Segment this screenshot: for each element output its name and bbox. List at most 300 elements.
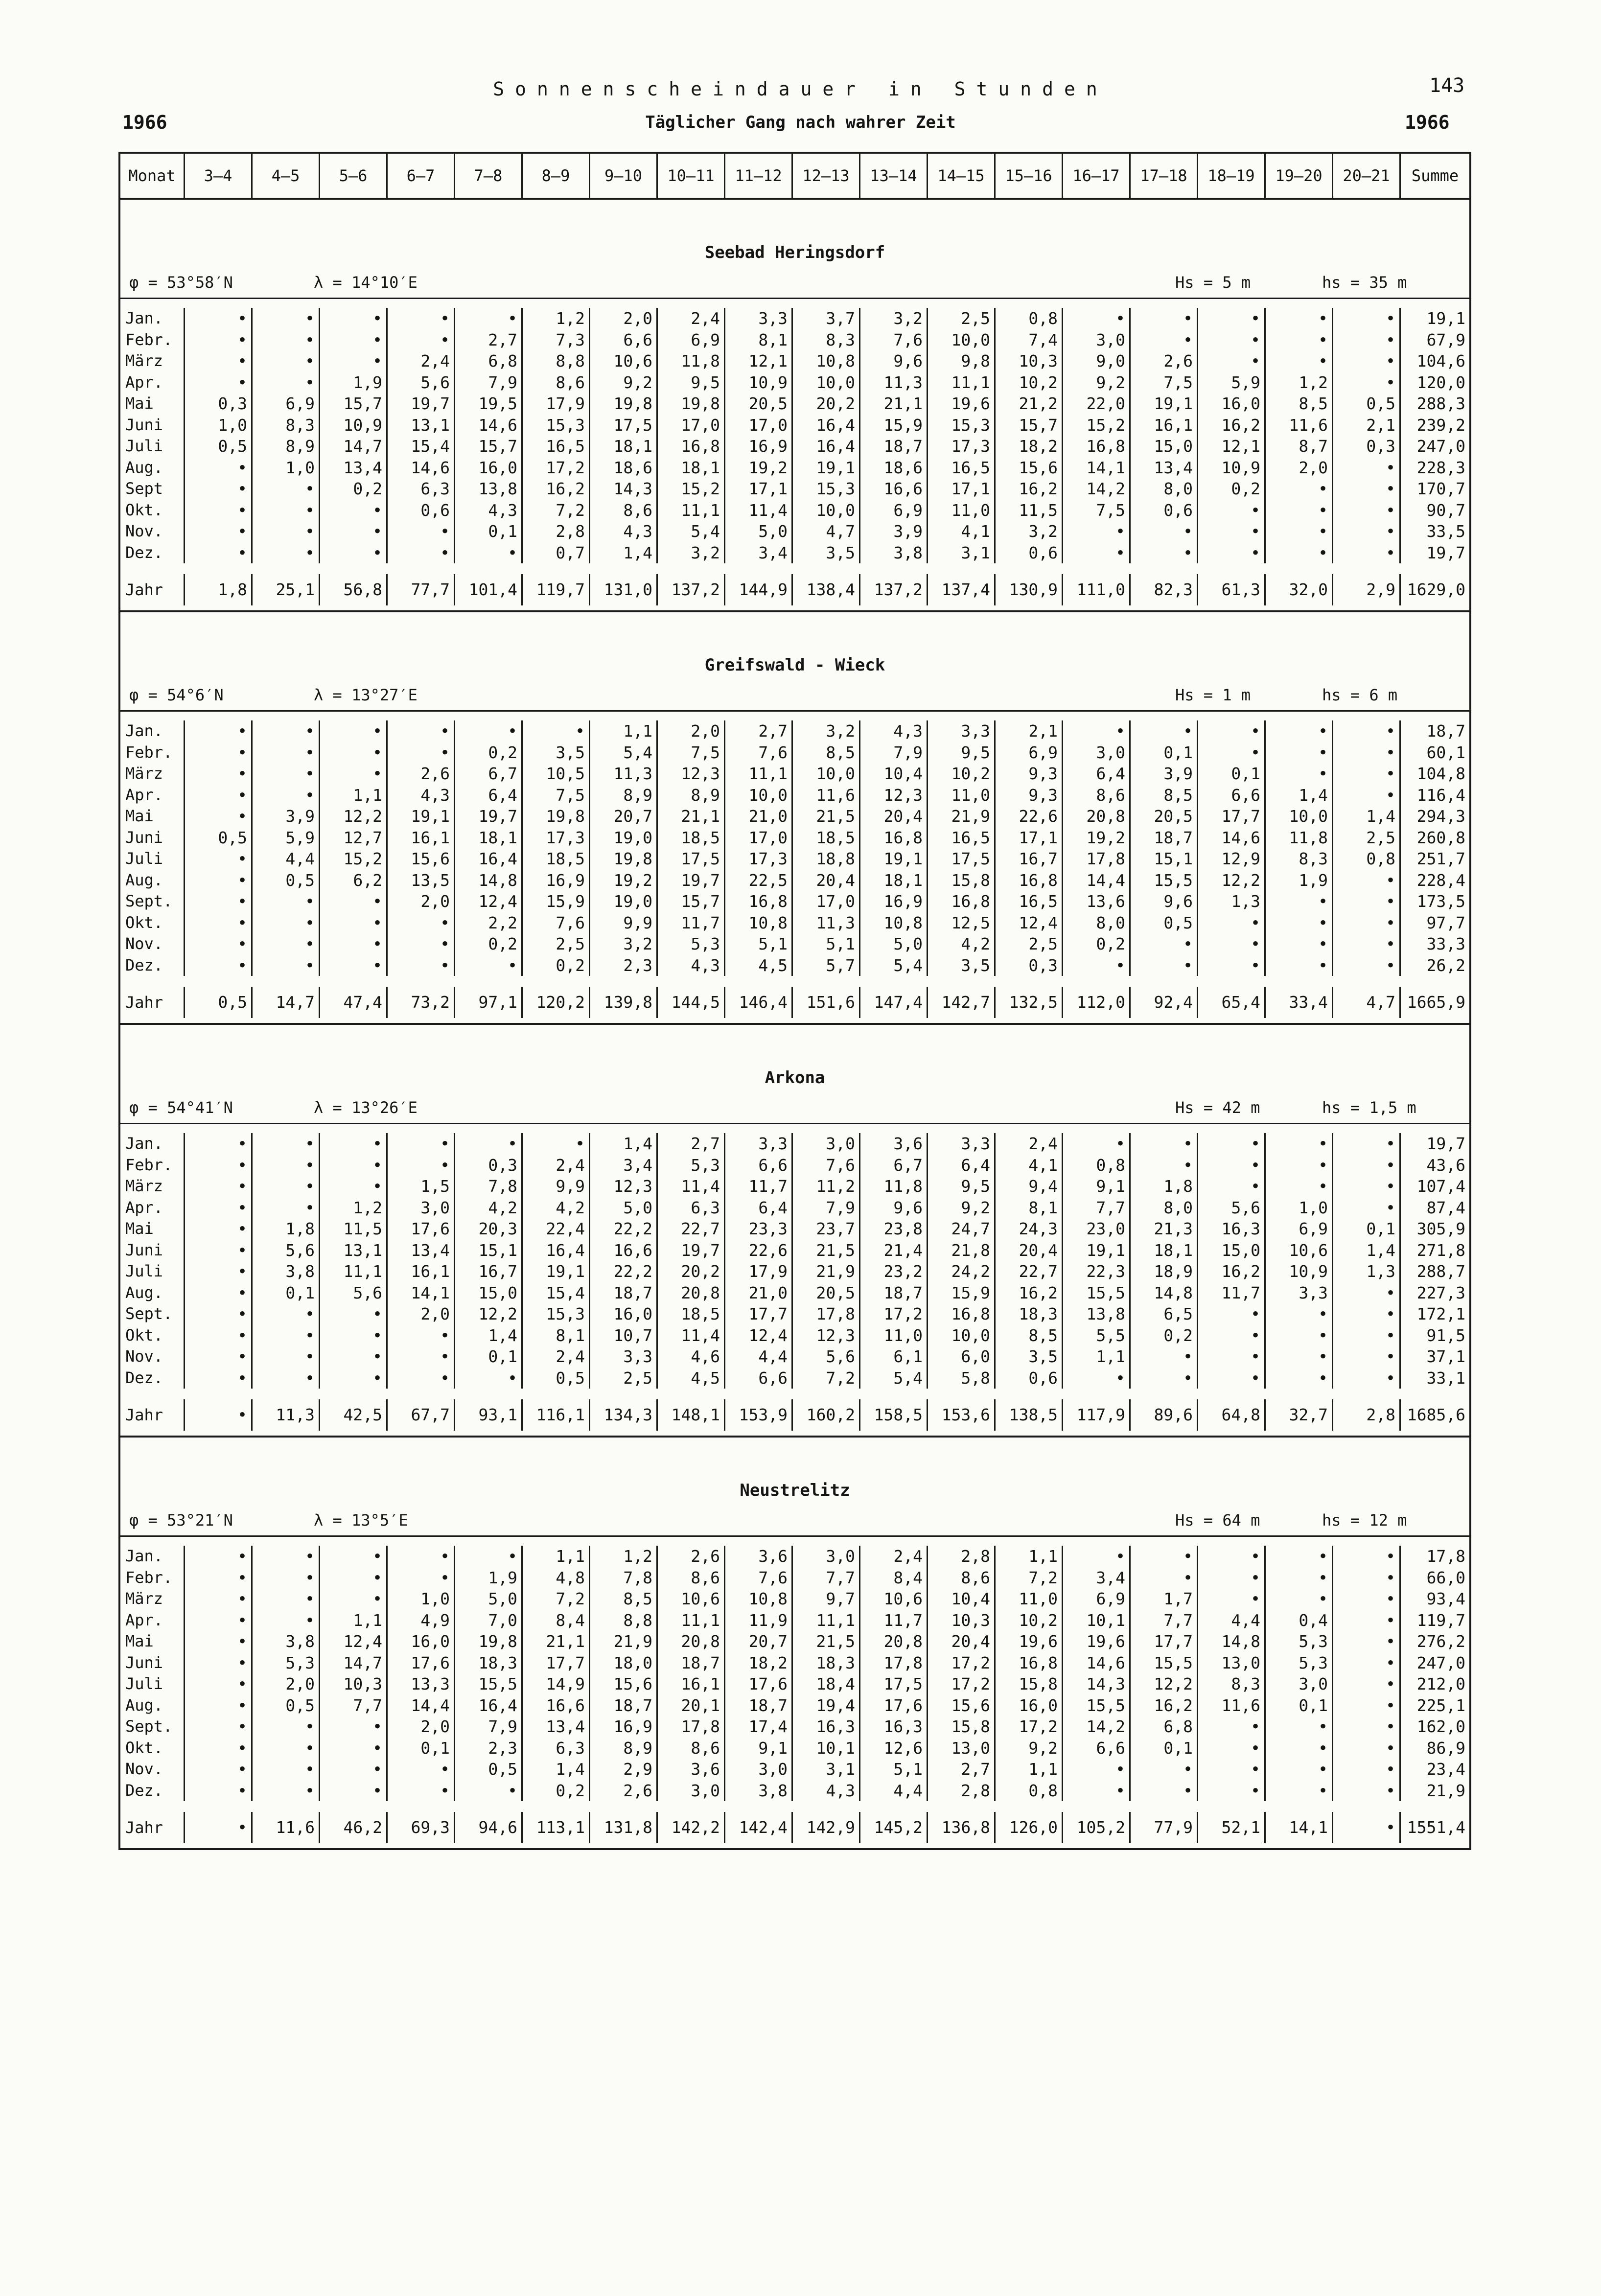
sum-cell: 1629,0 [1407, 580, 1465, 599]
value-cell: 18,3 [793, 1652, 860, 1674]
row-label: Febr. [120, 329, 185, 351]
station-longitude: λ = 13°5′E [314, 1511, 408, 1530]
value-cell: 2,8 [928, 1546, 996, 1567]
value-cell: 15,3 [523, 1303, 590, 1325]
value-cell: 3,5 [523, 742, 590, 764]
value-cell: 0,8 [996, 308, 1063, 329]
station-name: Greifswald - Wieck [704, 655, 885, 675]
value-cell: 5,3 [658, 933, 725, 955]
value-cell: 3,3 [590, 1346, 658, 1368]
value-cell: 10,0 [1266, 806, 1333, 827]
value-cell: 8,3 [1266, 848, 1333, 870]
value-cell: 2,7 [658, 1133, 725, 1155]
value-cell: 117,9 [1063, 1399, 1131, 1431]
value-cell: 5,3 [1266, 1631, 1333, 1652]
value-cell: 16,6 [860, 478, 928, 500]
value-cell: 23,8 [860, 1218, 928, 1240]
value-cell: 12,7 [320, 827, 388, 849]
table-row [120, 1759, 1469, 1780]
value-cell: • [1333, 1567, 1401, 1589]
table-row [120, 415, 1469, 436]
value-cell: • [185, 1812, 253, 1843]
value-cell: • [185, 912, 253, 934]
value-cell: • [185, 1325, 253, 1346]
table-row [120, 763, 1469, 785]
value-cell: • [1333, 870, 1401, 891]
station-height-hs: hs = 1,5 m [1322, 1098, 1416, 1117]
value-cell: 20,8 [658, 1282, 725, 1304]
column-header: 8–9 [523, 154, 590, 198]
value-cell: 20,4 [860, 806, 928, 827]
value-cell: 1,9 [320, 372, 388, 394]
value-cell: 12,4 [320, 1631, 388, 1652]
sum-cell: 116,4 [1416, 785, 1465, 805]
value-cell: • [1198, 542, 1266, 564]
value-cell: 14,9 [523, 1673, 590, 1695]
value-cell: 14,2 [1063, 1716, 1131, 1738]
value-cell: 15,2 [320, 848, 388, 870]
value-cell: 9,5 [928, 1176, 996, 1197]
value-cell: 19,4 [793, 1695, 860, 1716]
value-cell: 61,3 [1198, 574, 1266, 605]
table-row [120, 500, 1469, 521]
value-cell: 139,8 [590, 987, 658, 1018]
value-cell: 15,6 [590, 1673, 658, 1695]
value-cell: 24,2 [928, 1261, 996, 1282]
value-cell: 4,7 [1333, 987, 1401, 1018]
value-cell: • [185, 1218, 253, 1240]
value-cell: 1,4 [590, 542, 658, 564]
value-cell: 0,8 [1333, 848, 1401, 870]
value-cell: 17,7 [725, 1303, 793, 1325]
value-cell: • [1131, 1368, 1198, 1389]
value-cell: 23,7 [793, 1218, 860, 1240]
value-cell: 3,0 [1063, 742, 1131, 764]
value-cell: 4,4 [253, 848, 320, 870]
value-cell: 92,4 [1131, 987, 1198, 1018]
value-cell: 11,7 [1198, 1282, 1266, 1304]
value-cell: 1,2 [590, 1546, 658, 1567]
station-height-hs: hs = 12 m [1322, 1511, 1407, 1530]
value-cell: 153,6 [928, 1399, 996, 1431]
value-cell: 2,0 [388, 1303, 455, 1325]
value-cell: • [1333, 329, 1401, 351]
sum-cell: 276,2 [1416, 1632, 1465, 1651]
value-cell: 6,3 [388, 478, 455, 500]
value-cell: 13,6 [1063, 891, 1131, 912]
sunshine-table [118, 152, 1471, 1850]
value-cell: 4,2 [928, 933, 996, 955]
value-cell: 9,1 [1063, 1176, 1131, 1197]
value-cell: • [1198, 912, 1266, 934]
value-cell: • [253, 372, 320, 394]
column-header: 6–7 [388, 154, 455, 198]
table-row [120, 912, 1469, 934]
value-cell: 11,6 [1198, 1695, 1266, 1716]
value-cell: 12,5 [928, 912, 996, 934]
value-cell: 15,7 [455, 436, 523, 457]
sum-cell: 26,2 [1426, 955, 1465, 975]
value-cell: • [388, 912, 455, 934]
value-cell: 12,3 [590, 1176, 658, 1197]
value-cell: 97,1 [455, 987, 523, 1018]
value-cell: 18,5 [658, 827, 725, 849]
month-rows [120, 299, 1469, 610]
value-cell: 15,7 [320, 393, 388, 415]
value-cell: 15,8 [928, 1716, 996, 1738]
table-row [120, 1546, 1469, 1567]
value-cell: 17,6 [725, 1673, 793, 1695]
sum-cell: 19,1 [1426, 309, 1465, 328]
value-cell: • [1198, 1133, 1266, 1155]
value-cell: 10,2 [928, 763, 996, 785]
value-cell: 4,6 [658, 1346, 725, 1368]
value-cell: 3,0 [388, 1197, 455, 1219]
value-cell: 1,0 [1266, 1197, 1333, 1219]
value-cell: 101,4 [455, 574, 523, 605]
value-cell: 8,3 [1198, 1673, 1266, 1695]
value-cell: 2,8 [928, 1780, 996, 1802]
value-cell: • [1063, 1759, 1131, 1780]
row-label: Jan. [120, 1546, 185, 1567]
value-cell: • [253, 1567, 320, 1589]
value-cell: 23,3 [725, 1218, 793, 1240]
value-cell: • [1131, 955, 1198, 976]
value-cell: 1,9 [455, 1567, 523, 1589]
value-cell: • [1266, 933, 1333, 955]
value-cell: 2,9 [1333, 574, 1401, 605]
value-cell: 5,9 [1198, 372, 1266, 394]
table-row [120, 1303, 1469, 1325]
row-label: Okt. [120, 912, 185, 934]
value-cell: 11,3 [253, 1399, 320, 1431]
value-cell: 7,2 [523, 1588, 590, 1610]
value-cell: 94,6 [455, 1812, 523, 1843]
value-cell: 14,8 [455, 870, 523, 891]
value-cell: 14,4 [1063, 870, 1131, 891]
value-cell: 11,1 [658, 1610, 725, 1631]
value-cell: 10,8 [725, 912, 793, 934]
value-cell: 8,9 [253, 436, 320, 457]
value-cell: 17,1 [928, 478, 996, 500]
value-cell: • [1266, 1155, 1333, 1176]
row-label: Sept. [120, 891, 185, 912]
value-cell: 6,3 [523, 1738, 590, 1759]
value-cell: 19,7 [658, 1240, 725, 1261]
value-cell: 9,1 [725, 1738, 793, 1759]
value-cell: 22,7 [996, 1261, 1063, 1282]
value-cell: 9,6 [860, 1197, 928, 1219]
value-cell: • [185, 1716, 253, 1738]
value-cell: 8,3 [793, 329, 860, 351]
value-cell: 1,1 [320, 785, 388, 806]
sum-cell: 119,7 [1416, 1610, 1465, 1630]
value-cell: 19,7 [658, 870, 725, 891]
value-cell: 17,3 [725, 848, 793, 870]
sum-cell: 1685,6 [1407, 1405, 1465, 1424]
value-cell: 120,2 [523, 987, 590, 1018]
value-cell: 13,1 [388, 415, 455, 436]
value-cell: 8,0 [1063, 912, 1131, 934]
row-label: Jahr [120, 1399, 185, 1431]
value-cell: 2,5 [928, 308, 996, 329]
value-cell: 11,0 [928, 785, 996, 806]
value-cell: 8,0 [1131, 478, 1198, 500]
value-cell: • [1131, 1759, 1198, 1780]
value-cell: 93,1 [455, 1399, 523, 1431]
value-cell: 7,8 [455, 1176, 523, 1197]
row-label: Sept. [120, 1303, 185, 1325]
value-cell: 18,6 [860, 457, 928, 479]
value-cell: 5,5 [1063, 1325, 1131, 1346]
value-cell: 14,1 [388, 1282, 455, 1304]
value-cell: 24,3 [996, 1218, 1063, 1240]
station-latitude: φ = 53°58′N [129, 273, 233, 292]
value-cell: • [1131, 308, 1198, 329]
value-cell: 18,5 [523, 848, 590, 870]
value-cell: 24,7 [928, 1218, 996, 1240]
value-cell: • [1266, 1368, 1333, 1389]
value-cell: 16,1 [1131, 415, 1198, 436]
table-row [120, 933, 1469, 955]
value-cell: 17,8 [1063, 848, 1131, 870]
value-cell: 2,0 [253, 1673, 320, 1695]
value-cell: 8,8 [590, 1610, 658, 1631]
value-cell: 4,7 [793, 521, 860, 542]
value-cell: 0,1 [1266, 1695, 1333, 1716]
value-cell: 116,1 [523, 1399, 590, 1431]
row-label: Juni [120, 415, 185, 436]
value-cell: 11,7 [860, 1610, 928, 1631]
value-cell: • [253, 1155, 320, 1176]
table-row [120, 1133, 1469, 1155]
row-label: Dez. [120, 955, 185, 976]
sum-cell: 212,0 [1416, 1674, 1465, 1693]
value-cell: 15,0 [1131, 436, 1198, 457]
value-cell: 18,1 [590, 436, 658, 457]
sum-cell: 260,8 [1416, 828, 1465, 847]
value-cell: 113,1 [523, 1812, 590, 1843]
value-cell: 19,8 [590, 393, 658, 415]
value-cell: 10,5 [523, 763, 590, 785]
value-cell: • [185, 1303, 253, 1325]
value-cell: 17,0 [658, 415, 725, 436]
value-cell: 3,5 [996, 1346, 1063, 1368]
value-cell: 0,1 [253, 1282, 320, 1304]
value-cell: 21,0 [725, 806, 793, 827]
value-cell: 18,7 [860, 436, 928, 457]
value-cell: 11,6 [793, 785, 860, 806]
value-cell: 1,4 [523, 1759, 590, 1780]
value-cell: • [320, 1346, 388, 1368]
value-cell: • [185, 891, 253, 912]
value-cell: 32,7 [1266, 1399, 1333, 1431]
value-cell: 22,4 [523, 1218, 590, 1240]
value-cell: 4,1 [928, 521, 996, 542]
row-label: Jahr [120, 574, 185, 605]
value-cell: 1,8 [1131, 1176, 1198, 1197]
value-cell: • [320, 955, 388, 976]
value-cell: 6,1 [860, 1346, 928, 1368]
value-cell: 3,3 [1266, 1282, 1333, 1304]
value-cell: 14,8 [1131, 1282, 1198, 1304]
value-cell: • [1131, 329, 1198, 351]
value-cell: 16,7 [455, 1261, 523, 1282]
column-header: 20–21 [1333, 154, 1401, 198]
value-cell: • [1131, 521, 1198, 542]
value-cell: • [1333, 1197, 1401, 1219]
value-cell: 7,6 [725, 1567, 793, 1589]
value-cell: 15,6 [388, 848, 455, 870]
value-cell: 7,7 [320, 1695, 388, 1716]
value-cell: 9,2 [1063, 372, 1131, 394]
sum-cell: 21,9 [1426, 1781, 1465, 1800]
value-cell: 16,1 [658, 1673, 725, 1695]
table-row [120, 372, 1469, 394]
value-cell: 5,0 [455, 1588, 523, 1610]
value-cell: 11,4 [725, 500, 793, 521]
value-cell: 10,2 [996, 372, 1063, 394]
station-name: Neustrelitz [740, 1481, 850, 1500]
value-cell: 8,7 [1266, 436, 1333, 457]
value-cell: 21,0 [725, 1282, 793, 1304]
value-cell: • [253, 955, 320, 976]
value-cell: • [1266, 912, 1333, 934]
value-cell: • [253, 329, 320, 351]
value-cell: • [253, 1176, 320, 1197]
value-cell: 5,3 [658, 1155, 725, 1176]
value-cell: 0,2 [1063, 933, 1131, 955]
value-cell: 6,9 [1063, 1588, 1131, 1610]
value-cell: 10,0 [793, 372, 860, 394]
value-cell: 19,7 [455, 806, 523, 827]
value-cell: 18,6 [590, 457, 658, 479]
value-cell: • [1266, 521, 1333, 542]
value-cell: 14,6 [1198, 827, 1266, 849]
value-cell: • [455, 955, 523, 976]
value-cell: • [185, 1368, 253, 1389]
sum-cell: 228,3 [1416, 458, 1465, 477]
value-cell: • [523, 1133, 590, 1155]
value-cell: 6,6 [1198, 785, 1266, 806]
value-cell: 82,3 [1131, 574, 1198, 605]
value-cell: • [1333, 1368, 1401, 1389]
table-row [120, 457, 1469, 479]
value-cell: 18,0 [590, 1652, 658, 1674]
value-cell: 3,7 [793, 308, 860, 329]
value-cell: 6,6 [725, 1155, 793, 1176]
value-cell: 16,0 [1198, 393, 1266, 415]
value-cell: 0,2 [455, 933, 523, 955]
value-cell: 17,3 [928, 436, 996, 457]
row-label: Nov. [120, 933, 185, 955]
value-cell: 5,0 [725, 521, 793, 542]
value-cell: 0,1 [455, 1346, 523, 1368]
value-cell: 18,9 [1131, 1261, 1198, 1282]
value-cell: 3,8 [253, 1261, 320, 1282]
value-cell: 17,8 [658, 1716, 725, 1738]
value-cell: 8,9 [658, 785, 725, 806]
year-total-row [120, 1399, 1469, 1431]
value-cell: 14,7 [253, 987, 320, 1018]
value-cell: 14,3 [1063, 1673, 1131, 1695]
value-cell: 7,3 [523, 329, 590, 351]
value-cell: 67,7 [388, 1399, 455, 1431]
value-cell: • [1333, 350, 1401, 372]
value-cell: 15,4 [523, 1282, 590, 1304]
value-cell: • [185, 329, 253, 351]
value-cell: 22,6 [996, 806, 1063, 827]
value-cell: 6,9 [658, 329, 725, 351]
value-cell: • [185, 1261, 253, 1282]
table-row [120, 521, 1469, 542]
table-row [120, 1155, 1469, 1176]
value-cell: 0,5 [185, 987, 253, 1018]
table-row [120, 955, 1469, 976]
value-cell: 20,1 [658, 1695, 725, 1716]
value-cell: 11,5 [996, 500, 1063, 521]
value-cell: 8,6 [928, 1567, 996, 1589]
table-row [120, 827, 1469, 849]
value-cell: 69,3 [388, 1812, 455, 1843]
value-cell: 46,2 [320, 1812, 388, 1843]
value-cell: 0,8 [996, 1780, 1063, 1802]
value-cell: 1,4 [1266, 785, 1333, 806]
value-cell: 18,4 [793, 1673, 860, 1695]
value-cell: • [185, 372, 253, 394]
value-cell: 14,7 [320, 436, 388, 457]
value-cell: 3,0 [725, 1759, 793, 1780]
row-label: Okt. [120, 500, 185, 521]
value-cell: 11,3 [590, 763, 658, 785]
value-cell: • [1063, 1133, 1131, 1155]
value-cell: 11,1 [793, 1610, 860, 1631]
value-cell: 17,6 [388, 1652, 455, 1674]
value-cell: 10,8 [860, 912, 928, 934]
column-header-row [120, 154, 1469, 200]
value-cell: 11,8 [658, 350, 725, 372]
value-cell: 15,2 [658, 478, 725, 500]
value-cell: • [455, 1546, 523, 1567]
value-cell: 16,3 [860, 1716, 928, 1738]
row-label: Mai [120, 1218, 185, 1240]
value-cell: 138,5 [996, 1399, 1063, 1431]
value-cell: 18,1 [658, 457, 725, 479]
value-cell: 25,1 [253, 574, 320, 605]
value-cell: 19,6 [1063, 1631, 1131, 1652]
value-cell: 19,2 [725, 457, 793, 479]
value-cell: 17,7 [1131, 1631, 1198, 1652]
value-cell: 16,6 [523, 1695, 590, 1716]
value-cell: • [1333, 542, 1401, 564]
value-cell: • [185, 1546, 253, 1567]
value-cell: 3,5 [793, 542, 860, 564]
value-cell: 32,0 [1266, 574, 1333, 605]
value-cell: 14,2 [1063, 478, 1131, 500]
value-cell: • [185, 308, 253, 329]
value-cell: • [1131, 1567, 1198, 1589]
sum-cell: 104,8 [1416, 764, 1465, 783]
value-cell: • [388, 1780, 455, 1802]
value-cell: 20,8 [658, 1631, 725, 1652]
value-cell: • [320, 542, 388, 564]
table-row [120, 1610, 1469, 1631]
value-cell: • [320, 1588, 388, 1610]
value-cell: 131,8 [590, 1812, 658, 1843]
value-cell: 7,2 [996, 1567, 1063, 1589]
value-cell: 18,1 [1131, 1240, 1198, 1261]
value-cell: 0,8 [1063, 1155, 1131, 1176]
